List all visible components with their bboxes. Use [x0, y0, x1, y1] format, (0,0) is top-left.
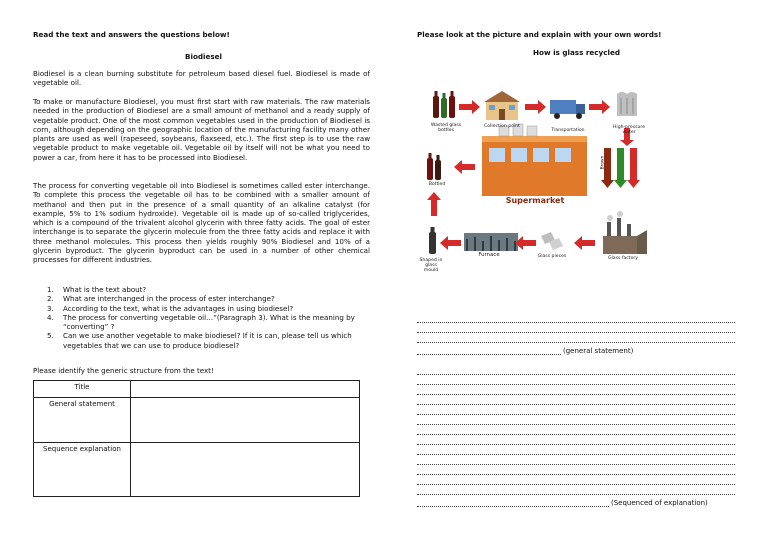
table-row-title-label: Title	[34, 381, 131, 398]
caption-collection: Collection point	[484, 124, 520, 129]
bottled-icon	[427, 153, 441, 180]
answer-line[interactable]	[417, 474, 735, 475]
paragraph-2: To make or manufacture Biodiesel, you must first start with raw materials. The raw materials needed in the production of Biodiesel are a small amount of methanol and a ready supply of vegetable product. One of the most common vegetables used in the production of Biodiesel is corn, although depending on the geographic location of the manufacturing facility many other plants are used as well (rapeseed, soybeans, flaxseed, etc.). The first step is to use the raw vegetable product to make vegetable oil. Vegetable oil by itself will not be what you need to power a car, from here it has to be processed into Biodiesel.	[33, 97, 370, 162]
answer-line[interactable]	[417, 424, 735, 425]
table-row-sequence-label: Sequence explanation	[34, 443, 131, 497]
question-item: 5. Can we use another vegetable to make biodiesel? If it is can, please tell us which vegetables that we can use to produce biodiesel?	[47, 331, 352, 350]
answer-line[interactable]	[417, 506, 609, 507]
answer-line[interactable]	[417, 384, 735, 385]
arrow-left-bottom-1-icon	[440, 236, 461, 250]
answer-line[interactable]	[417, 354, 561, 355]
caption-green: Green	[613, 155, 619, 170]
answer-line[interactable]	[417, 332, 735, 333]
caption-furnace: Furnace	[478, 252, 500, 258]
glass-recycling-diagram	[417, 90, 735, 290]
supermarket-icon	[482, 124, 587, 196]
glass-factory-icon	[603, 211, 647, 254]
generic-structure-table	[33, 380, 360, 497]
answer-line[interactable]	[417, 454, 735, 455]
caption-shaped: Shaped in glass mould	[419, 258, 443, 273]
wasted-bottles-icon	[433, 91, 455, 118]
caption-transport: Transportation	[551, 128, 585, 133]
answer-line[interactable]	[417, 464, 735, 465]
caption-bottled: Bottled	[428, 182, 446, 187]
color-sorting-icon	[601, 148, 640, 188]
caption-wasted: Wasted glass bottles	[430, 123, 462, 133]
shaped-bottle-icon	[429, 227, 436, 254]
glass-pieces-icon	[541, 232, 563, 250]
paragraph-3: The process for converting vegetable oil into Biodiesel is sometimes called ester interchange. To complete this process the vegetable oil has to be combined with a smaller amount of methanol and then put in the presence of a small quantity of an alkaline catalyst (for example, 5% to 1% sodium hydroxide). Vegetable oil is made up of so-called triglycerides, which is a compound of the trivalent alcohol glycerin with three fatty acids. The goal of ester interchange is to separate the glycerin molecule from the three fatty acids and replace it with three methanol molecules. This process then yields roughly 90% Biodiesel and 10% of a glycerin byproduct. The glycerin byproduct can be used in a number of other chemical processes for different industries.	[33, 181, 370, 265]
answer-line[interactable]	[417, 342, 735, 343]
furnace-icon	[464, 233, 518, 251]
biodiesel-title: Biodiesel	[185, 52, 222, 61]
arrow-up-icon	[427, 192, 441, 216]
question-item: 2. What are interchanged in the process of ester interchange?	[47, 294, 275, 304]
glass-title: How is glass recycled	[533, 48, 620, 57]
caption-clear: Clear	[626, 156, 632, 169]
caption-pieces: Glass pieces	[537, 254, 567, 259]
question-item: 1. What is the text about?	[47, 285, 147, 294]
collection-point-icon	[484, 91, 520, 120]
arrow-left-bottom-3-icon	[574, 236, 595, 250]
question-item: 3. According to the text, what is the advantages in using biodiesel?	[47, 303, 294, 313]
left-instruction: Read the text and answers the questions below!	[33, 30, 230, 39]
answer-line[interactable]	[417, 444, 735, 445]
answer-line[interactable]	[417, 404, 735, 405]
caption-brown: Brown	[600, 155, 606, 170]
caption-water: High-pressure water	[612, 125, 646, 135]
answer-line[interactable]	[417, 494, 735, 495]
caption-supermarket: Supermarket	[505, 196, 565, 205]
structure-prompt: Please identify the generic structure from the text!	[33, 366, 214, 375]
answer-line[interactable]	[417, 394, 735, 395]
arrow-left-bottom-2-icon	[515, 236, 536, 250]
table-row-title-answer[interactable]	[131, 381, 360, 398]
general-statement-label: (general statement)	[563, 347, 634, 355]
right-instruction: Please look at the picture and explain with your own words!	[417, 30, 662, 39]
table-row-general-label: General statement	[34, 398, 131, 443]
answer-line[interactable]	[417, 484, 735, 485]
question-list	[33, 285, 370, 350]
answer-line[interactable]	[417, 322, 735, 323]
table-row-sequence-answer[interactable]	[131, 443, 360, 497]
question-item: 4. The process for converting vegetable oil…”(Paragraph 3). What is the meaning by “converting” ?	[47, 312, 355, 332]
answer-line[interactable]	[417, 434, 735, 435]
answer-line[interactable]	[417, 374, 735, 375]
sequence-explanation-label: (Sequenced of explanation)	[611, 499, 708, 507]
paragraph-1: Biodiesel is a clean burning substitute for petroleum based diesel fuel. Biodiesel is made of vegetable oil.	[33, 69, 370, 88]
diagram-graphics	[417, 90, 735, 290]
high-pressure-water-icon	[617, 92, 637, 116]
arrow-icons-top	[459, 100, 610, 114]
transportation-icon	[550, 100, 585, 119]
answer-line[interactable]	[417, 414, 735, 415]
caption-factory: Glass factory	[607, 256, 639, 261]
arrow-left-icon	[454, 160, 475, 174]
table-row-general-answer[interactable]	[131, 398, 360, 443]
